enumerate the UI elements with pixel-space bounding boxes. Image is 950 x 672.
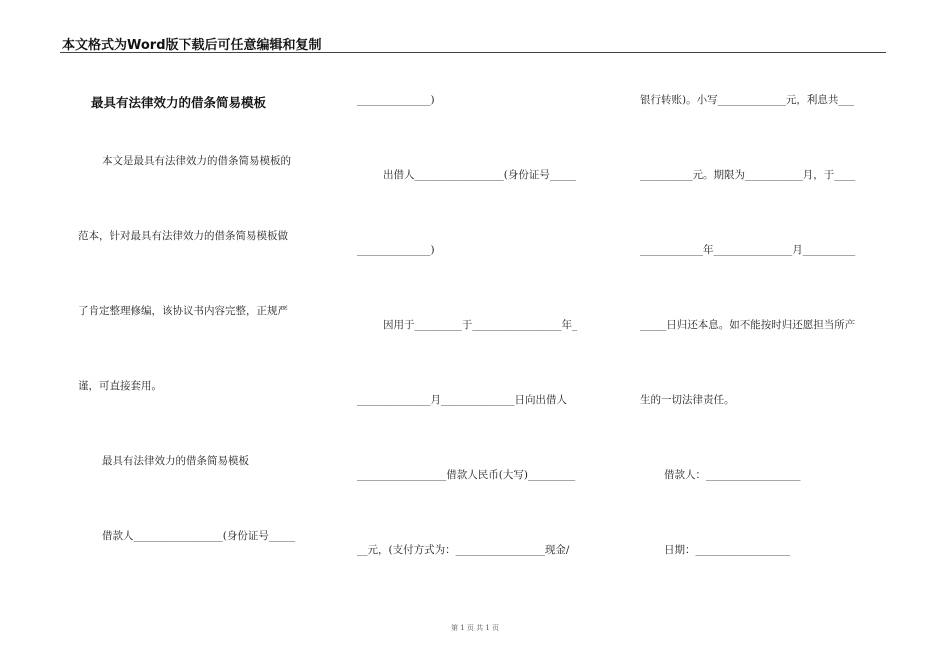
borrower-signature-line: 借款人：__________________ bbox=[664, 469, 801, 481]
repayment-terms-line: _____日归还本息。如不能按时归还愿担当所产 bbox=[640, 319, 856, 331]
transfer-amount-line: 银行转账)。小写_____________元，利息共___ bbox=[640, 94, 855, 106]
page-number: 第 1 页 共 1 页 bbox=[450, 624, 500, 632]
id-number-line: ______________) bbox=[357, 244, 435, 256]
repayment-date-line: ____________年_______________月__________ bbox=[640, 244, 856, 256]
payment-method-line: __元，(支付方式为：_________________现金/ bbox=[357, 544, 570, 556]
header-divider bbox=[60, 52, 886, 53]
intro-text-line: 范本，针对最具有法律效力的借条简易模板做 bbox=[78, 230, 288, 242]
document-title: 最具有法律效力的借条简易模板 bbox=[91, 95, 267, 110]
loan-amount-line: _________________借款人民币(大写)_________ bbox=[357, 469, 576, 481]
intro-text-line: 谨，可直接套用。 bbox=[78, 380, 162, 392]
id-number-line: ______________) bbox=[357, 94, 435, 106]
liability-line: 生的一切法律责任。 bbox=[640, 394, 735, 406]
loan-purpose-line: 因用于_________于_________________年_ bbox=[383, 319, 578, 331]
lender-line: 出借人_________________(身份证号_____ bbox=[383, 169, 577, 181]
signature-date-line: 日期：__________________ bbox=[664, 544, 790, 556]
document-header: 本文格式为Word版下载后可任意编辑和复制 bbox=[62, 38, 322, 53]
intro-text-line: 了肯定整理修编，该协议书内容完整，正规严 bbox=[78, 305, 288, 317]
template-subtitle: 最具有法律效力的借条简易模板 bbox=[102, 455, 249, 467]
borrower-line: 借款人_________________(身份证号_____ bbox=[102, 530, 296, 542]
loan-date-line: ______________月______________日向出借人 bbox=[357, 394, 567, 406]
intro-text-line: 本文是最具有法律效力的借条简易模板的 bbox=[102, 155, 291, 167]
loan-term-line: __________元。期限为___________月，于____ bbox=[640, 169, 856, 181]
